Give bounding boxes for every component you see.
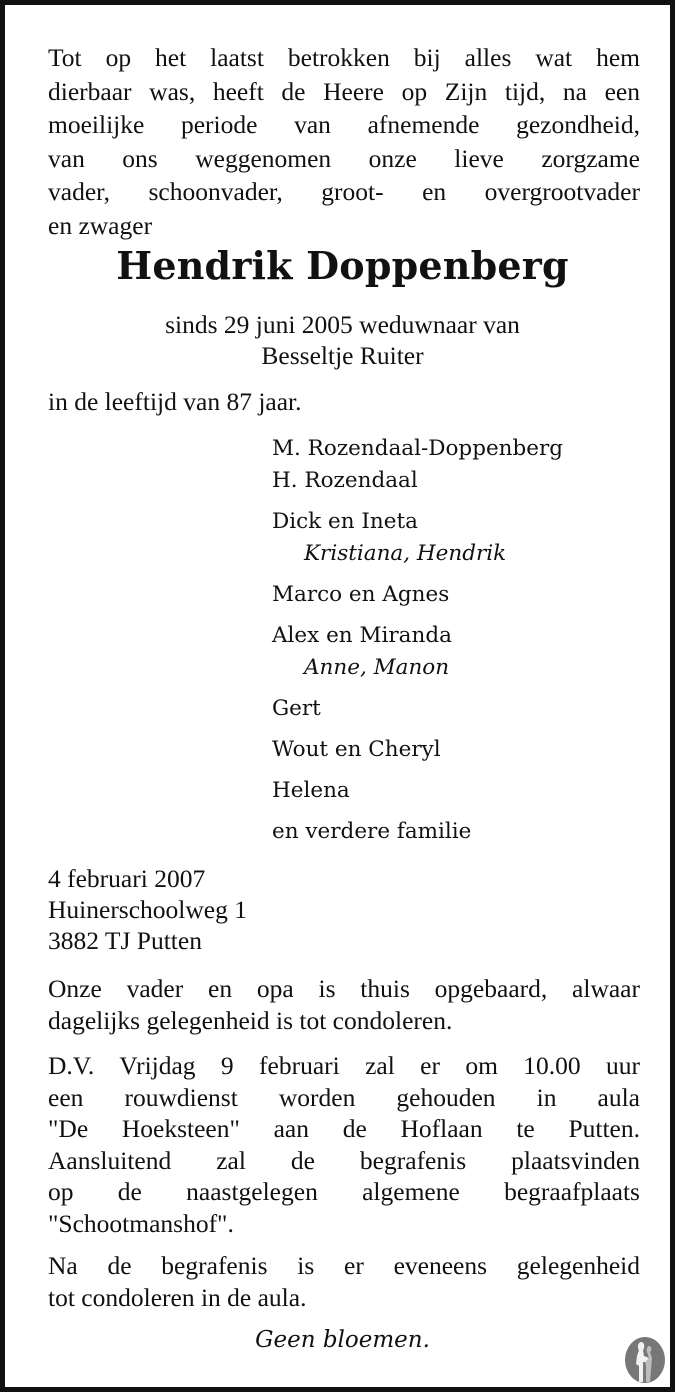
deceased-name: Hendrik Doppenberg bbox=[116, 243, 569, 288]
family-group bbox=[272, 579, 563, 611]
paragraph-line: "Schootmanshof". bbox=[48, 1208, 234, 1238]
street: Huinerschoolweg 1 bbox=[48, 895, 247, 924]
paragraph-line: "De Hoeksteen" aan de Hoflaan te Putten. bbox=[48, 1114, 640, 1143]
laid-out-paragraph bbox=[48, 973, 640, 1036]
address-block bbox=[48, 863, 247, 956]
widower-line: sinds 29 juni 2005 weduwnaar van bbox=[165, 310, 520, 339]
notice-date: 4 februari 2007 bbox=[48, 864, 206, 893]
service-paragraph bbox=[48, 1050, 640, 1239]
intro-line: moeilijke periode van afnemende gezondheid, bbox=[48, 110, 640, 139]
family-name: H. Rozendaal bbox=[272, 468, 418, 493]
intro-paragraph bbox=[48, 41, 640, 242]
family-group bbox=[272, 734, 563, 766]
family-group bbox=[272, 620, 563, 684]
paragraph-line: tot condoleren in de aula. bbox=[48, 1282, 307, 1312]
intro-line: en zwager bbox=[48, 210, 153, 240]
paragraph-line: Onze vader en opa is thuis opgebaard, alwaar bbox=[48, 974, 640, 1003]
paragraph-line: D.V. Vrijdag 9 februari zal er om 10.00 uur bbox=[48, 1051, 640, 1080]
intro-line: vader, schoonvader, groot- en overgrootvader bbox=[48, 177, 640, 206]
family-group bbox=[272, 506, 563, 570]
family-name: Gert bbox=[272, 696, 321, 721]
embracing-figures-icon bbox=[621, 1336, 669, 1384]
grandchildren: Anne, Manon bbox=[304, 655, 450, 680]
family-list bbox=[272, 433, 563, 857]
family-name: M. Rozendaal-Doppenberg bbox=[272, 436, 564, 461]
paragraph-line: Aansluitend zal de begrafenis plaatsvinden bbox=[48, 1145, 640, 1175]
intro-line: van ons weggenomen onze lieve zorgzame bbox=[48, 143, 640, 173]
family-name: Helena bbox=[272, 778, 350, 803]
widower-note bbox=[5, 309, 675, 371]
intro-line: Tot op het laatst betrokken bij alles wat hem bbox=[48, 43, 640, 72]
age-line: in de leeftijd van 87 jaar. bbox=[48, 387, 302, 416]
family-group bbox=[272, 433, 563, 497]
spouse-name: Besseltje Ruiter bbox=[261, 341, 424, 370]
intro-line: dierbaar was, heeft de Heere op Zijn tijd, na een bbox=[48, 76, 640, 106]
grandchildren: Kristiana, Hendrik bbox=[304, 541, 507, 566]
family-name: Wout en Cheryl bbox=[272, 737, 441, 762]
family-group bbox=[272, 693, 563, 725]
no-flowers-note: Geen bloemen. bbox=[255, 1327, 430, 1353]
paragraph-line: dagelijks gelegenheid is tot condoleren. bbox=[48, 1005, 453, 1035]
after-paragraph bbox=[48, 1250, 640, 1313]
paragraph-line: een rouwdienst worden gehouden in aula bbox=[48, 1082, 640, 1112]
family-group bbox=[272, 816, 563, 848]
family-name: Marco en Agnes bbox=[272, 582, 450, 607]
paragraph-line: Na de begrafenis is er eveneens gelegenheid bbox=[48, 1251, 640, 1280]
family-name: en verdere familie bbox=[272, 819, 472, 844]
family-group bbox=[272, 775, 563, 807]
family-name: Dick en Ineta bbox=[272, 509, 418, 534]
family-name: Alex en Miranda bbox=[272, 623, 452, 648]
city: 3882 TJ Putten bbox=[48, 926, 202, 955]
paragraph-line: op de naastgelegen algemene begraafplaats bbox=[48, 1177, 640, 1206]
